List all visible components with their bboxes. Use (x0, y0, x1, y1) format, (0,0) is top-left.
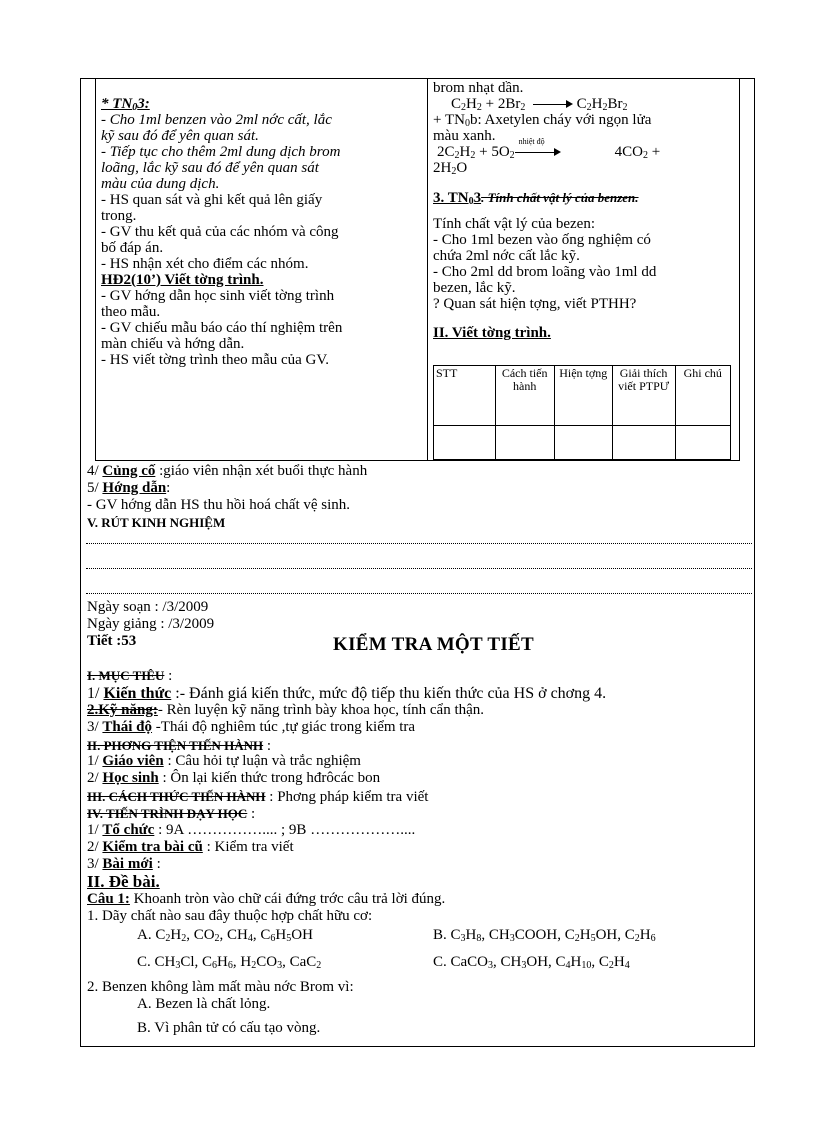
left-line: bố đáp án. (101, 240, 164, 256)
equation-2-tail: $2H_2O$ (433, 160, 468, 177)
right-line: + $TN_0b$: Axetylen cháy với ngọn lửa (433, 112, 652, 129)
question-2: 2. Benzen không làm mất màu nớc Brom vì: (87, 979, 354, 995)
q2-option-a: A. Bezen là chất lỏng. (137, 996, 271, 1012)
left-line: theo mẫu. (101, 304, 161, 320)
right-line: bezen, lắc kỹ. (433, 280, 516, 296)
page-title: KIỂM TRA MỘT TIẾT (333, 634, 534, 655)
q2-option-b: B. Vì phân tử có cấu tạo vòng. (137, 1020, 321, 1036)
q1-option-b: B. $C_3H_8$, $CH_3COOH$, $C_2H_5OH$, $C_2H_6$ (433, 927, 656, 944)
dotted-line (86, 568, 752, 569)
giao-vien-line: 1/ Giáo viên : Câu hỏi tự luận và trắc nghiệm (87, 753, 361, 769)
table-header: Giải thích viết PTPƯ (612, 366, 675, 426)
left-line: kỹ sau đó để yên quan sát. (101, 128, 259, 144)
huong-dan-text: - GV hớng dẫn HS thu hồi hoá chất vệ sinh. (87, 497, 351, 513)
dotted-line (86, 593, 752, 594)
thai-do-line: 3/ Thái độ -Thái độ nghiêm túc ,tự giác trong kiểm tra (87, 719, 416, 735)
q1-option-a: A. $C_2H_2$, $CO_2$, $CH_4$, $C_6H_5OH$ (137, 927, 313, 944)
arrow-icon (533, 100, 573, 110)
table-header: Hiện tợng (554, 366, 612, 426)
ngay-soan: Ngày soạn : /3/2009 (87, 599, 209, 615)
table-header: Ghi chú (675, 366, 731, 426)
q1-option-c: C. $CH_3Cl$, $C_6H_6$, $H_2CO_3$, CaC$_2$ (137, 954, 322, 971)
equation-1: $C_2H_2 + 2Br_2$ $C_2H_2Br_2$ (451, 96, 628, 113)
tien-trinh: IV. TIẾN TRÌNH DẠY HỌC : (87, 806, 256, 822)
arrow-icon (515, 148, 561, 158)
de-bai: II. Đề bài. (87, 872, 160, 891)
left-line: màu của dung dịch. (101, 176, 220, 192)
kien-thuc-line: 1/ Kiến thức :- Đánh giá kiến thức, mức độ tiếp thu kiến thức của HS ở chơng 4. (87, 685, 607, 702)
table-header: STT (434, 366, 496, 426)
left-line: màn chiếu và hớng dẫn. (101, 336, 245, 352)
ky-nang-line: 2.Kỹ năng:- Rèn luyện kỹ năng trình bày khoa học, tính cẩn thận. (87, 702, 485, 718)
rut-kinh-nghiem: V. RÚT KINH NGHIỆM (87, 515, 226, 530)
left-line: - Tiếp tục cho thêm 2ml dung dịch brom (101, 144, 341, 160)
cach-thuc-line: III. CÁCH THỨC TIẾN HÀNH : Phơng pháp kiểm tra viết (87, 789, 429, 805)
right-line: - Cho 1ml bezen vào ống nghiệm có (433, 232, 651, 248)
left-line: - HS nhận xét cho điểm các nhóm. (101, 256, 309, 272)
right-column (433, 80, 738, 340)
right-line: Tính chất vật lý của bezen: (433, 216, 596, 232)
kiem-tra-line: 2/ Kiểm tra bài cũ : Kiểm tra viết (87, 839, 294, 855)
question-1: 1. Dãy chất nào sau đây thuộc hợp chất hữu cơ: (87, 908, 373, 924)
to-chuc-line: 1/ Tổ chức : 9A …………….... ; 9B ……………….... (87, 822, 416, 838)
phuong-tien: II. PHƠNG TIỆN TIẾN HÀNH : (87, 738, 272, 754)
section-ii-heading: II. Viết tờng trình. (433, 325, 551, 341)
right-line: chứa 2ml nớc cất lắc kỹ. (433, 248, 580, 264)
left-line: loãng, lắc kỹ sau đó để yên quan sát (101, 160, 319, 176)
right-line: brom nhạt dần. (433, 80, 524, 96)
left-line: trong. (101, 208, 137, 224)
muc-tieu: I. MỤC TIÊU : (87, 668, 173, 684)
left-line: - Cho 1ml benzen vào 2ml nớc cất, lắc (101, 112, 332, 128)
left-column (101, 96, 421, 368)
left-line: - HS quan sát và ghi kết quả lên giấy (101, 192, 323, 208)
equation-2: $2C_2H_2 + 5O_2$ nhiệt độ $4CO_2$ + (437, 137, 661, 161)
left-line: - GV hớng dẫn học sinh viết tờng trình (101, 288, 335, 304)
right-line: - Cho 2ml dd brom loãng vào 1ml dd (433, 264, 657, 280)
bai-moi-line: 3/ Bài mới : (87, 856, 161, 872)
left-line: - HS viết tờng trình theo mẫu của GV. (101, 352, 330, 368)
table-row (434, 426, 731, 460)
report-table (433, 365, 731, 460)
cau1-line: Câu 1: Khoanh tròn vào chữ cái đứng trớc câu trả lời đúng. (87, 891, 446, 907)
huong-dan-line: 5/ Hớng dẫn: (87, 480, 171, 496)
ngay-giang: Ngày giảng : /3/2009 (87, 616, 215, 632)
table-header-row (434, 366, 731, 426)
dotted-line (86, 543, 752, 544)
right-line: màu xanh. (433, 128, 496, 144)
tn3-title: 3. $TN_03$. Tính chất vật lý của benzen. (433, 190, 639, 207)
cung-co-line: 4/ Củng cố :giáo viên nhận xét buổi thực hành (87, 463, 368, 479)
hoc-sinh-line: 2/ Học sinh : Ôn lại kiến thức trong hđrôcác bon (87, 770, 381, 786)
right-line: ? Quan sát hiện tợng, viết PTHH? (433, 296, 637, 312)
hd2-heading: HĐ2(10’) Viết tờng trình. (101, 272, 264, 288)
left-line: - GV chiếu mẫu báo cáo thí nghiệm trên (101, 320, 343, 336)
q1-option-d: C. CaCO$_3$, $CH_3OH$, $C_4H_{10}$, $C_2H_4$ (433, 954, 630, 971)
tn3-heading: * $TN_03$: (101, 96, 150, 113)
left-line: - GV thu kết quả của các nhóm và công (101, 224, 339, 240)
table-header: Cách tiến hành (495, 366, 554, 426)
tiet: Tiết :53 (87, 633, 137, 649)
